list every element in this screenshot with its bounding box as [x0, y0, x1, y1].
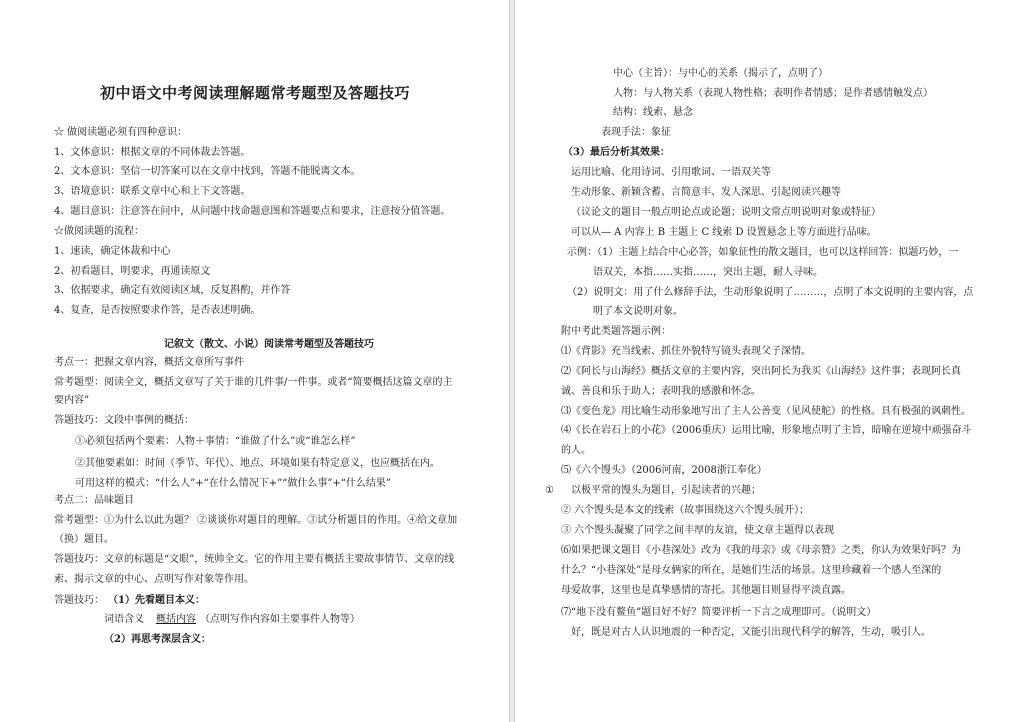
text-line: 表现手法：象征 [601, 127, 671, 138]
text-line: （议论文的题目一般点明论点或论题；说明文常点明说明对象或特征） [571, 207, 881, 218]
text-line: （2）说明文：用了什么修辞手法，生动形象说明了………，点明了本文说明的主要内容，点 [567, 287, 974, 298]
text-line: （2）再思考深层含义： [104, 634, 211, 645]
text-line: 结构：线索、悬念 [613, 107, 693, 118]
text-line: 生动形象、新颖含蓄、言简意丰、发人深思、引起阅读兴趣等 [571, 187, 841, 198]
page-left [0, 0, 510, 722]
text-line: ② 六个馒头是本文的线索（故事围绕这六个馒头展开）； [561, 505, 810, 516]
text-line: 明了本文说明对象。 [593, 306, 683, 317]
text-line: ①必须包括两个要素：人物＋事情：“谁做了什么”或“谁怎么样” [75, 436, 356, 447]
text-line: ☆做阅读题的流程： [54, 226, 144, 237]
document-title: 初中语文中考阅读理解题常考题型及答题技巧 [99, 84, 410, 102]
text-line: （3）最后分析其效果： [563, 147, 670, 158]
text-line: 4、复查，是否按照要求作答，是否表述明确。 [54, 305, 261, 316]
text-line: 要内容” [54, 395, 90, 406]
text-line: 人物：与人物关系（表现人物性格；表明作者情感；是作者感情触发点） [613, 88, 933, 99]
text-line: ②其他要素如：时间（季节、年代）、地点、环境如果有特定意义，也应概括在内。 [75, 458, 440, 469]
text-line: ⑺“地下没有鳌鱼”题目好不好？简要评析一下言之成理即可。（说明文） [561, 607, 877, 618]
text-line: 1、速读，确定体裁和中心 [54, 246, 171, 257]
text-line: 词语含义 [104, 614, 144, 625]
text-line: 答题技巧：文章的标题是“文眼”，统帅全文。它的作用主要有概括主要故事情节、文章的线 [54, 554, 455, 565]
text-line: ⑴《背影》充当线索、抓住外貌特写镜头表现父子深情。 [561, 346, 811, 357]
text-line: （1）先看题目本义： [108, 595, 205, 606]
text-line: 4、题目意识：注意答在问中，从问题中找命题意图和答题要点和要求，注意按分值答题。 [54, 206, 451, 217]
page-right [514, 0, 1024, 722]
text-line: 3、语境意识：联系文章中心和上下文答题。 [54, 186, 251, 197]
text-line: ⑶《变色龙》用比喻生动形象地写出了主人公善变（见风使舵）的性格。具有极强的讽刺性。 [561, 406, 971, 417]
text-line: ① [545, 485, 554, 496]
text-line: 概括内容 [156, 614, 196, 625]
text-line: 2、文本意识：坚信一切答案可以在文章中找到，答题不能脱离文本。 [54, 166, 361, 177]
text-line: 索、揭示文章的中心、点明写作对象等作用。 [54, 574, 254, 585]
text-line: 附中考此类题答题示例： [561, 326, 671, 337]
text-line: 什么？“小巷深处”是母女俩家的所在，是她们生活的场景。这里珍藏着一个感人至深的 [561, 565, 942, 576]
text-line: 可以从— A 内容上 B 主题上 C 线索 D 设置悬念上等方面进行品味。 [571, 227, 877, 238]
text-line: 答题技巧： [54, 595, 104, 606]
text-line: 以极平常的馒头为题目，引起读者的兴趣； [571, 485, 761, 496]
text-line: （换）题目。 [54, 534, 114, 545]
text-line: 可用这样的模式：“什么人”+“在什么情况下+”“做什么事”+“什么结果” [75, 478, 392, 489]
section-heading: 记叙文（散文、小说）阅读常考题型及答题技巧 [164, 339, 374, 350]
text-line: ☆ 做阅读题必须有四种意识： [54, 127, 188, 138]
text-line: 中心（主旨）：与中心的关系（揭示了，点明了） [613, 68, 828, 79]
text-line: 1、文体意识：根据文章的不同体裁去答题。 [54, 147, 251, 158]
text-line: ⑷《长在岩石上的小花》（2006重庆）运用比喻，形象地点明了主旨，暗喻在逆境中顽强奋斗 [561, 425, 972, 436]
text-line: 好，既是对古人认识地震的一种否定，又能引出现代科学的解答，生动，吸引人。 [571, 627, 931, 638]
text-line: 3、依据要求，确定有效阅读区域，反复斟酌，并作答 [54, 285, 291, 296]
text-line: 2、初看题目，明要求，再通读原文 [54, 266, 211, 277]
text-line: 运用比喻、化用诗词、引用歌词、一语双关等 [571, 167, 771, 178]
text-line: 示例：（1）主题上结合中心必答，如象征性的散文题目，也可以这样回答：拟题巧妙，一 [567, 247, 959, 258]
text-line: ⑵《阿长与山海经》概括文章的主要内容，突出阿长为我买《山海经》这件事；表现阿长真 [561, 366, 961, 377]
text-line: 考点一：把握文章内容，概括文章所写事件 [54, 357, 244, 368]
text-line: ③ 六个馒头凝聚了同学之间丰厚的友谊，使文章主题得以表现 [561, 525, 835, 536]
text-line: 常考题型：阅读全文，概括文章写了关于谁的几件事/一件事。或者“简要概括这篇文章的主 [54, 377, 453, 388]
text-line: 语双关，本指……实指……，突出主题，耐人寻味。 [593, 267, 823, 278]
text-line: 考点二：品味题目 [54, 495, 134, 506]
text-line: ⑸《六个馒头》（2006河南，2008浙江奉化） [561, 465, 767, 476]
text-line: ⑹如果把课文题目《小巷深处》改为《我的母亲》或《母亲赞》之类，你认为效果好吗？为 [561, 545, 961, 556]
text-line: （点明写作内容如主要事件人物等） [200, 614, 360, 625]
text-line: 诚、善良和乐于助人；表明我的感激和怀念。 [561, 386, 761, 397]
text-line: 答题技巧：文段中事例的概括： [54, 415, 194, 426]
text-line: 母爱故事，这里也是真挚感情的寄托。其他题目则显得平淡直露。 [561, 585, 851, 596]
text-line: 的人。 [561, 445, 591, 456]
text-line: 常考题型：①为什么以此为题？ ②谈谈你对题目的理解。③试分析题目的作用。④给文章加 [54, 515, 458, 526]
